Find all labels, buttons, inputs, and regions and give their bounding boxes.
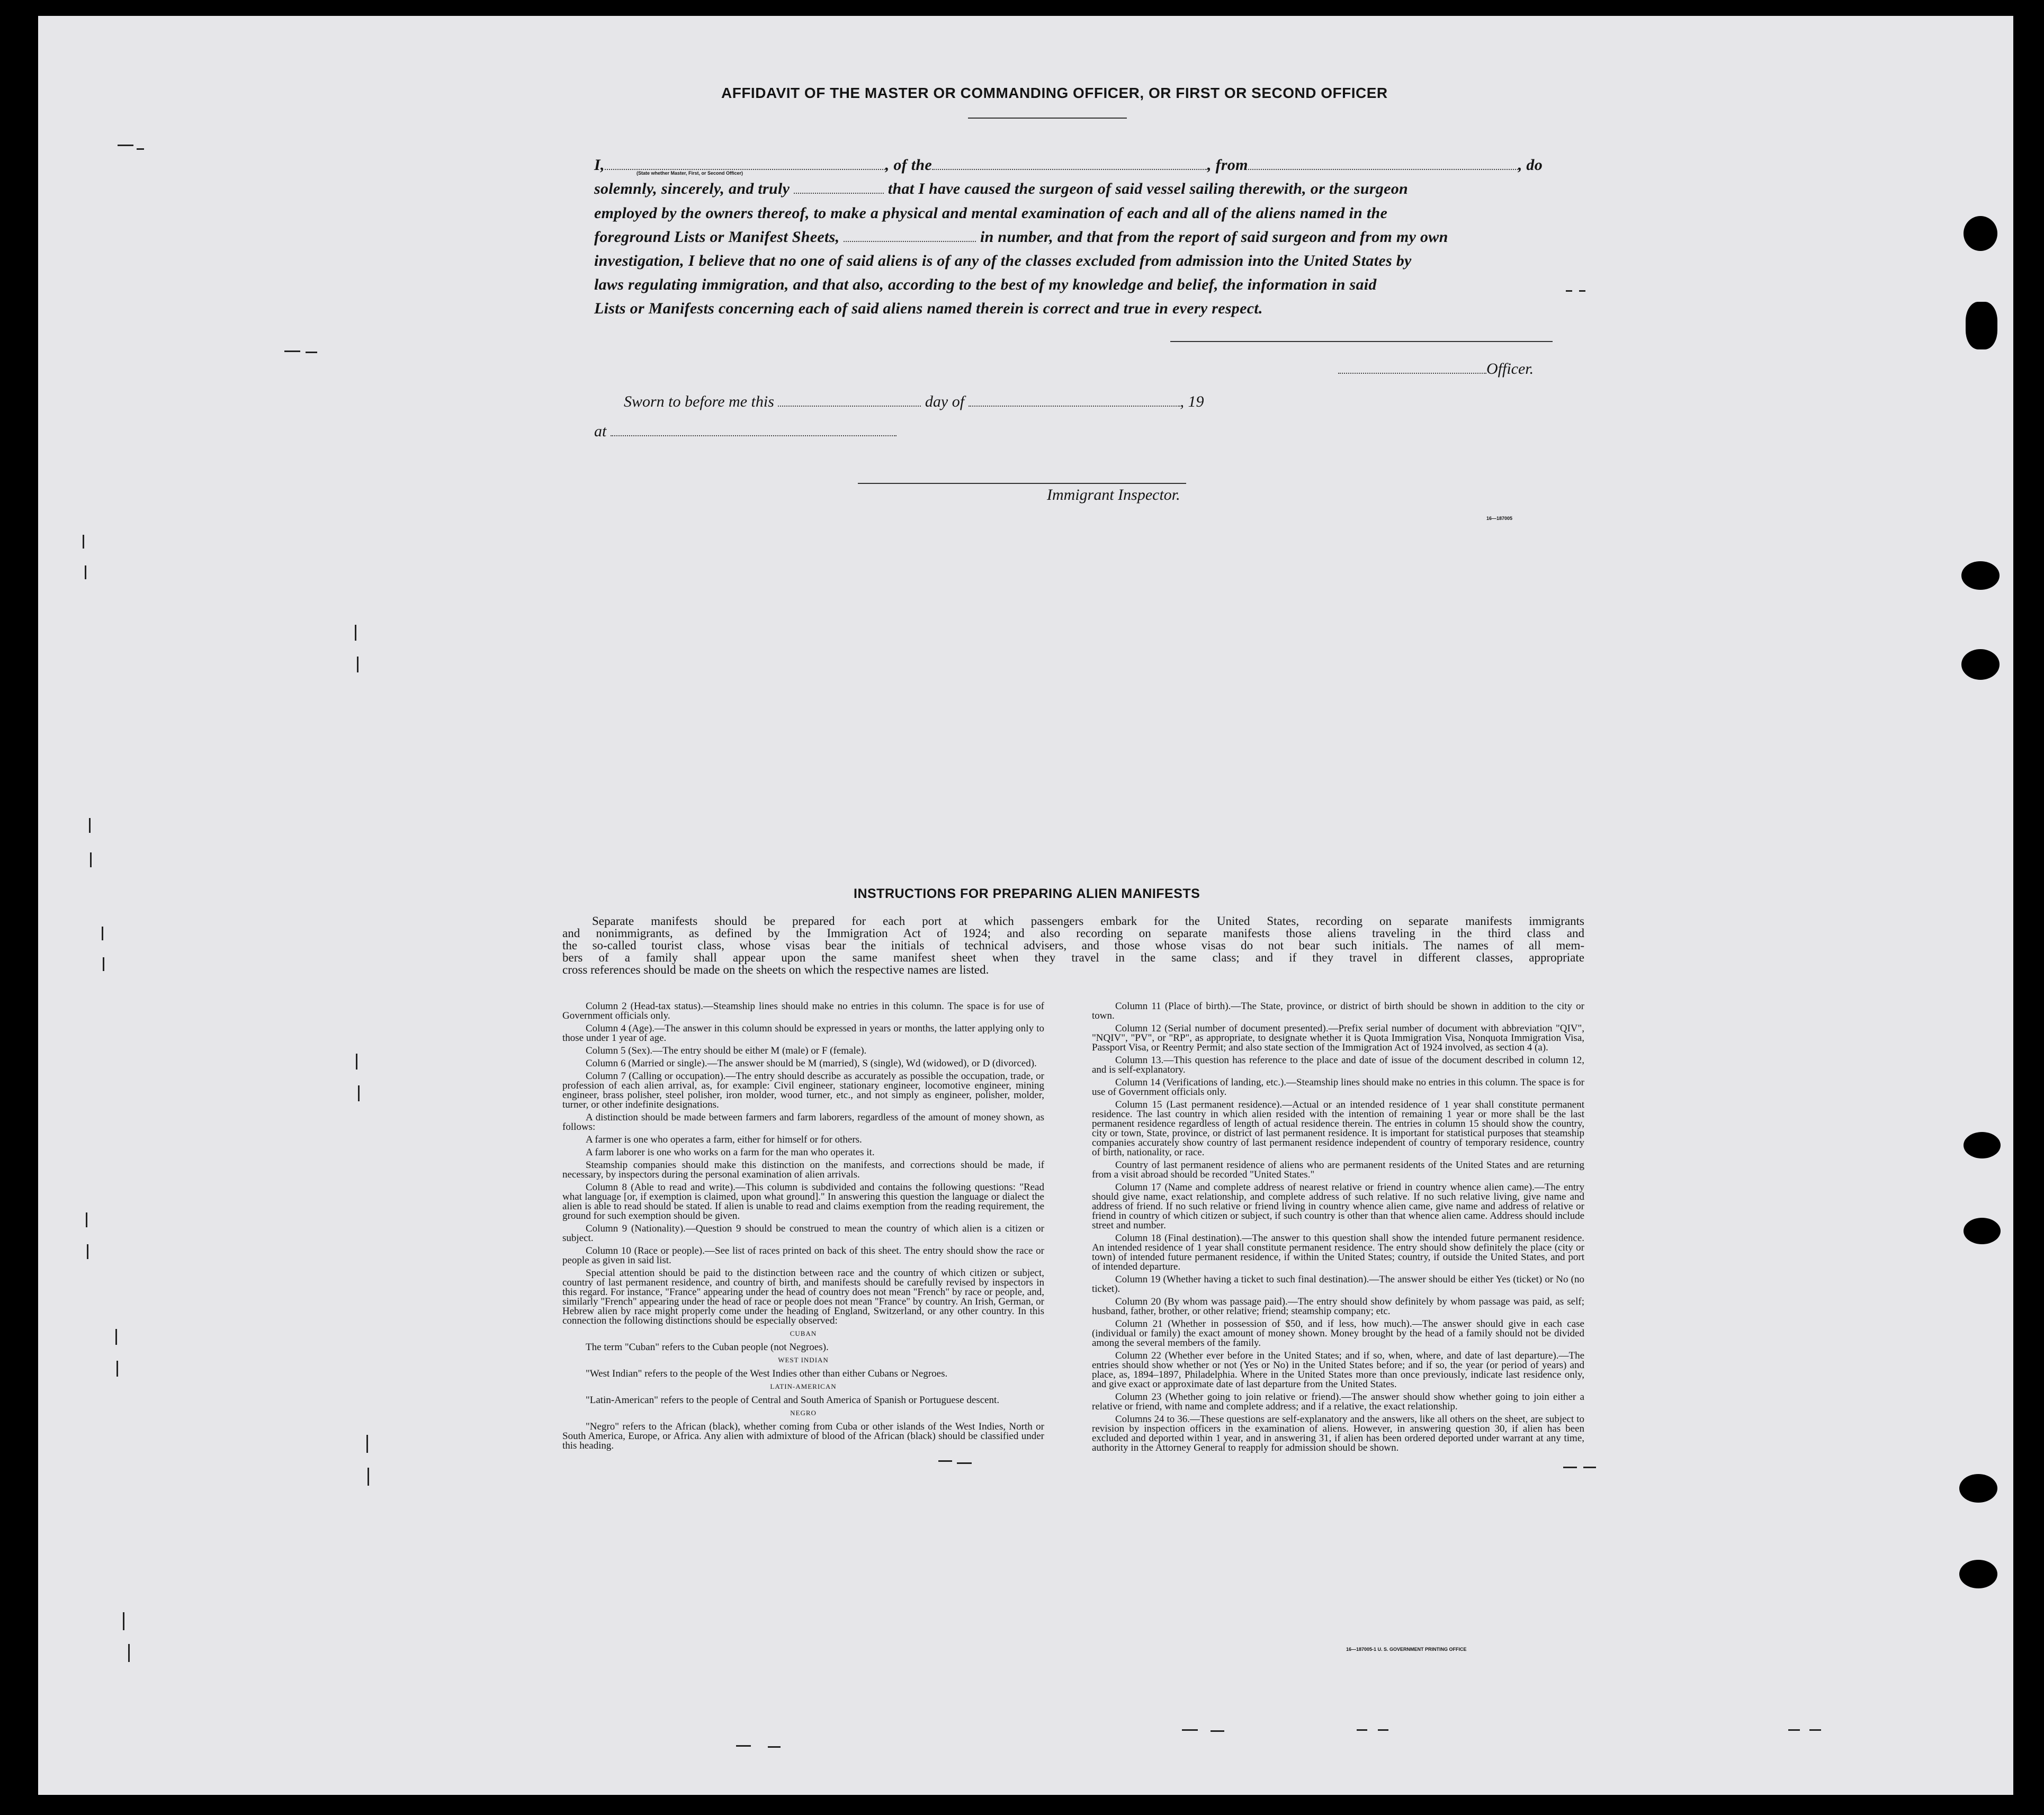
instruction-paragraph: Column 21 (Whether in possession of $50, and if less, how much).—The answer should give in each case (individual or family) the exact amount of money shown. Money brought by the head of a family should not be divided among the several members of the family. xyxy=(1092,1318,1584,1349)
footer-printing-office: 16—187005-1 U. S. GOVERNMENT PRINTING OFFICE xyxy=(1346,1647,1467,1652)
binder-hole xyxy=(1966,302,1997,349)
scan-mark xyxy=(118,145,133,146)
instruction-paragraph: Column 11 (Place of birth).—The State, province, or district of birth should be shown in addition to the city or town. xyxy=(1092,1001,1584,1021)
scan-mark xyxy=(123,1612,124,1630)
scan-mark xyxy=(89,818,91,833)
scan-mark xyxy=(367,1468,369,1486)
affidavit-line-3: employed by the owners thereof, to make a physical and mental examination of each and all of the aliens named in the xyxy=(594,204,1388,222)
affidavit-text-of-the: , of the xyxy=(885,156,933,174)
at-place-blank xyxy=(611,426,897,436)
affidavit-text-solemnly: solemnly, sincerely, and truly xyxy=(594,180,790,197)
binder-hole xyxy=(1964,1218,2001,1244)
instruction-paragraph: A distinction should be made between farmers and farm laborers, regardless of the amount of money shown, as follows: xyxy=(562,1112,1044,1133)
instruction-paragraph: Steamship companies should make this distinction on the manifests, and corrections should be made, if necessary, by inspectors during the personal examination of alien arrivals. xyxy=(562,1160,1044,1180)
sworn-day-blank xyxy=(778,396,921,407)
instruction-paragraph: Column 12 (Serial number of document presented).—Prefix serial number of document with abbreviation "QIV", "NQIV", "PV", or "RP", as appropriate, to designate whether it is Quota Immigration Visa, Nonquota Immigration Visa, Passport Visa, or Reentry Permit; and also state section of the Immigration Act of 1924 involved, as section 4 (a). xyxy=(1092,1023,1584,1053)
instruction-paragraph: Country of last permanent residence of aliens who are permanent residents of the United States and are returning from a visit abroad should be recorded "United States." xyxy=(1092,1160,1584,1180)
scan-mark xyxy=(83,535,84,549)
swear-blank xyxy=(794,183,884,194)
scan-mark xyxy=(85,565,86,579)
scan-mark xyxy=(358,1085,360,1101)
scan-mark xyxy=(768,1746,781,1748)
form-number-top: 16—187005 xyxy=(1486,516,1513,521)
binder-hole xyxy=(1959,1474,1997,1503)
instruction-paragraph: Column 5 (Sex).—The entry should be either M (male) or F (female). xyxy=(586,1045,867,1056)
instruction-paragraph: Column 23 (Whether going to join relative or friend).—The answer should show whether going to join either a relative or friend, with name and complete address; and if a relative, the exact relationship. xyxy=(1092,1391,1584,1412)
instruction-paragraph: Column 6 (Married or single).—The answer should be M (married), S (single), Wd (widowed), or D (divorced). xyxy=(586,1058,1037,1069)
scan-mark xyxy=(938,1460,952,1462)
sworn-line xyxy=(594,393,1204,411)
binder-hole xyxy=(1964,216,1997,251)
affidavit-text-from: , from xyxy=(1207,156,1248,174)
instructions-title: INSTRUCTIONS FOR PREPARING ALIEN MANIFESTS xyxy=(854,886,1200,901)
scan-mark xyxy=(1182,1729,1198,1731)
affidavit-title: AFFIDAVIT OF THE MASTER OR COMMANDING OFFICER, OR FIRST OR SECOND OFFICER xyxy=(721,85,1388,101)
scan-mark xyxy=(1563,1467,1577,1468)
instruction-paragraph: Column 15 (Last permanent residence).—Actual or an intended residence of 1 year shall constitute permanent residence. The last country in which alien resided with the intention of remaining 1 year or more shall be the last permanent residence regardless of length of actual residence therein. The entries in column 15 should show the country, city or town, State, province, or district of last permanent residence. It is important for statistical purposes that steamship companies accurately show country of last permanent residence independent of country of temporary residence, country of birth, nationality, or race. xyxy=(1092,1099,1584,1158)
scan-mark xyxy=(1583,1467,1596,1468)
sworn-prefix: Sworn to before me this xyxy=(624,393,774,410)
intro-line-1: Separate manifests should be prepared for each port at which passengers embark for the United States, recording on separate manifests immigrants xyxy=(592,914,1584,928)
scan-mark xyxy=(102,927,103,940)
scan-mark xyxy=(356,1054,357,1070)
officer-signature-line xyxy=(1170,341,1553,342)
port-blank xyxy=(1248,159,1518,170)
instruction-paragraph: Column 7 (Calling or occupation).—The entry should describe as accurately as possible the occupation, trade, or profession of each alien arrival, as, for example: Civil engineer, stationary engineer, locomotive engineer, mining engineer, brass polisher, steel polisher, iron molder, wood turner, etc., and not simply as engineer, polisher, molder, turner, or other indefinite designations. xyxy=(562,1071,1044,1110)
scan-mark xyxy=(736,1745,751,1747)
scan-mark xyxy=(284,351,300,352)
intro-line-4: bers of a family shall appear upon the same manifest sheet when they travel in the same class; and if they travel in different classes, appropriate xyxy=(562,951,1584,964)
binder-hole xyxy=(1959,1560,1997,1588)
section-heading: WEST INDIAN xyxy=(778,1356,829,1364)
instruction-paragraph: Column 20 (By whom was passage paid).—The entry should show definitely by whom passage was paid, as self; husband, father, brother, or other relative; friend; steamship company; etc. xyxy=(1092,1296,1584,1317)
section-heading: LATIN-AMERICAN xyxy=(770,1382,837,1390)
instruction-paragraph: The term "Cuban" refers to the Cuban people (not Negroes). xyxy=(586,1342,829,1353)
instruction-paragraph: Column 8 (Able to read and write).—This column is subdivided and contains the following questions: "Read what language [or, if exemption is claimed, upon what ground]." In answering this question the language or dialect the alien is able to read should be stated. If alien is unable to read and claims exemption from the reading requirement, the ground for such exemption should be given. xyxy=(562,1182,1044,1221)
sworn-year: , 19 xyxy=(1180,393,1204,410)
affidavit-line-7: Lists or Manifests concerning each of said aliens named therein is correct and true in every respect. xyxy=(594,300,1263,317)
instruction-paragraph: Column 13.—This question has reference to the place and date of issue of the document described in column 12, and is self-explanatory. xyxy=(1092,1055,1584,1075)
scan-mark xyxy=(1357,1729,1367,1731)
document-sheet xyxy=(38,16,2013,1795)
scan-mark xyxy=(1809,1729,1821,1731)
scan-mark xyxy=(116,1361,118,1377)
scan-mark xyxy=(137,148,144,150)
instruction-paragraph: Special attention should be paid to the distinction between race and the country of which citizen or subject, country of last permanent residence, and country of birth, and manifests should be carefully revised by inspectors in this regard. For instance, "France" appearing under the head of country does not mean "French" by race or people, and, similarly "French" appearing under the head of race or people does not mean "France" by country. An Irish, German, or Hebrew alien by race might properly come under the heading of England, Switzerland, or any other country. In this connection the following distinctions should be especially observed: xyxy=(562,1268,1044,1326)
scan-mark xyxy=(306,352,317,353)
affidavit-line-5: investigation, I believe that no one of said aliens is of any of the classes excluded from admission into the United States by xyxy=(594,252,1412,269)
instruction-paragraph: Column 17 (Name and complete address of nearest relative or friend in country whence alien came).—The entry should give name, exact relationship, and complete address of such relative. If no such relative living, give name and address of friend. If no such relative or friend living in country whence alien came, give name and address of relative or friend in country of which citizen or subject, if such country is other than that whence alien came. Address should include street and number. xyxy=(1092,1182,1584,1231)
affidavit-line-4 xyxy=(594,228,1448,246)
scan-mark xyxy=(357,657,358,672)
scan-mark xyxy=(366,1435,368,1453)
title-rule xyxy=(968,118,1127,119)
officer-rank-blank xyxy=(1338,363,1486,374)
instruction-paragraph: Columns 24 to 36.—These questions are self-explanatory and the answers, like all others on the sheet, are subject to revision by inspection officers in the examination of aliens. However, in answering question 30, if alien has been excluded and deported within 1 year, and in answering 31, if alien has been ordered deported under warrant at any time, authority in the Attorney General to reapply for admission should be shown. xyxy=(1092,1414,1584,1453)
officer-label: Officer. xyxy=(1486,360,1534,378)
affidavit-text-surgeon: that I have caused the surgeon of said vessel sailing therewith, or the surgeon xyxy=(887,180,1409,197)
section-heading: NEGRO xyxy=(790,1409,817,1417)
instruction-paragraph: Column 18 (Final destination).—The answer to this question shall show the intended future permanent residence. An intended residence of 1 year shall constitute permanent residence. The entry should show definitely the place (city or town) of intended future permanent residence, if within the United States; country, if outside the United States, and port of intended departure. xyxy=(1092,1233,1584,1272)
scan-mark xyxy=(1566,290,1572,292)
scan-mark xyxy=(87,1244,88,1259)
instruction-paragraph: Column 19 (Whether having a ticket to such final destination).—The answer should be either Yes (ticket) or No (no ticket). xyxy=(1092,1274,1584,1295)
sworn-day-of: day of xyxy=(925,393,965,410)
instruction-paragraph: A farmer is one who operates a farm, either for himself or for others. xyxy=(586,1134,862,1145)
instructions-right-column xyxy=(1092,1002,1584,1456)
officer-name-blank xyxy=(605,159,885,170)
intro-line-5: cross references should be made on the sheets on which the respective names are listed. xyxy=(562,963,989,976)
scan-mark xyxy=(115,1329,117,1345)
scan-mark xyxy=(1579,290,1585,292)
binder-hole xyxy=(1961,561,2000,590)
scan-mark xyxy=(86,1212,87,1227)
scan-mark xyxy=(103,957,104,971)
affidavit-text-i: I, xyxy=(594,156,605,174)
scan-mark xyxy=(1211,1730,1224,1732)
intro-line-2: and nonimmigrants, as defined by the Immigration Act of 1924; and also recording on separate manifests those aliens traveling in the third class and xyxy=(562,927,1584,940)
inspector-label: Immigrant Inspector. xyxy=(1047,486,1180,504)
instructions-intro xyxy=(562,915,1584,976)
vessel-name-blank xyxy=(932,159,1207,170)
inspector-signature-line xyxy=(858,483,1186,484)
instruction-paragraph: Column 10 (Race or people).—See list of races printed on back of this sheet. The entry should show the race or people as given in said list. xyxy=(562,1245,1044,1266)
affidavit-text-in-number: in number, and that from the report of said surgeon and from my own xyxy=(980,228,1448,246)
section-heading: CUBAN xyxy=(790,1329,817,1337)
officer-block xyxy=(1338,360,1534,378)
sheet-count-blank xyxy=(844,231,976,242)
instruction-paragraph: Column 14 (Verifications of landing, etc.).—Steamship lines should make no entries in this column. The space is for use of Government officials only. xyxy=(1092,1077,1584,1098)
instruction-paragraph: Column 2 (Head-tax status).—Steamship lines should make no entries in this column. The space is for use of Government officials only. xyxy=(562,1001,1044,1021)
instruction-paragraph: Column 9 (Nationality).—Question 9 should be construed to mean the country of which alien is a citizen or subject. xyxy=(562,1223,1044,1244)
binder-hole xyxy=(1964,1132,2001,1158)
instruction-paragraph: A farm laborer is one who works on a farm for the man who operates it. xyxy=(586,1147,875,1158)
scan-mark xyxy=(90,852,92,867)
scan-mark xyxy=(1378,1729,1388,1731)
instructions-left-column xyxy=(562,1002,1044,1454)
scan-mark xyxy=(957,1462,972,1464)
affidavit-text-do: , do xyxy=(1518,156,1543,174)
at-label: at xyxy=(594,423,607,440)
state-officer-note: (State whether Master, First, or Second Officer) xyxy=(636,170,743,176)
affidavit-line-2 xyxy=(594,180,1408,198)
instruction-paragraph: Column 4 (Age).—The answer in this column should be expressed in years or months, the latter applying only to those under 1 year of age. xyxy=(562,1023,1044,1044)
scan-mark xyxy=(1788,1729,1800,1731)
instruction-paragraph: "West Indian" refers to the people of the West Indies other than either Cubans or Negroes. xyxy=(586,1368,948,1379)
intro-line-3: the so-called tourist class, whose visas bear the initials of technical advisers, and those whose visas do not bear such initials. The names of all mem- xyxy=(562,939,1584,952)
affidavit-line-6: laws regulating immigration, and that also, according to the best of my knowledge and belief, the information in said xyxy=(594,276,1377,293)
binder-hole xyxy=(1961,649,2000,680)
instruction-paragraph: "Latin-American" refers to the people of Central and South America of Spanish or Portuguese descent. xyxy=(586,1395,1000,1406)
sworn-month-blank xyxy=(969,396,1180,407)
scan-mark xyxy=(128,1644,130,1662)
scan-mark xyxy=(355,625,356,641)
instruction-paragraph: Column 22 (Whether ever before in the United States; and if so, when, where, and date of last departure).—The entries should show whether or not (Yes or No) in the United States before; and if so, the year (or period of years) and place, as, 1894–1897, Philadelphia. Where in the United States more than once previously, indicate last residence only, and give exact or approximate date of last departure from the United States. xyxy=(1092,1350,1584,1390)
instruction-paragraph: "Negro" refers to the African (black), whether coming from Cuba or other islands of the West Indies, North or South America, Europe, or Africa. Any alien with admixture of blood of the African (black) should be classified under this heading. xyxy=(562,1421,1044,1451)
affidavit-text-lists: foreground Lists or Manifest Sheets, xyxy=(594,228,840,246)
at-line xyxy=(594,423,897,441)
